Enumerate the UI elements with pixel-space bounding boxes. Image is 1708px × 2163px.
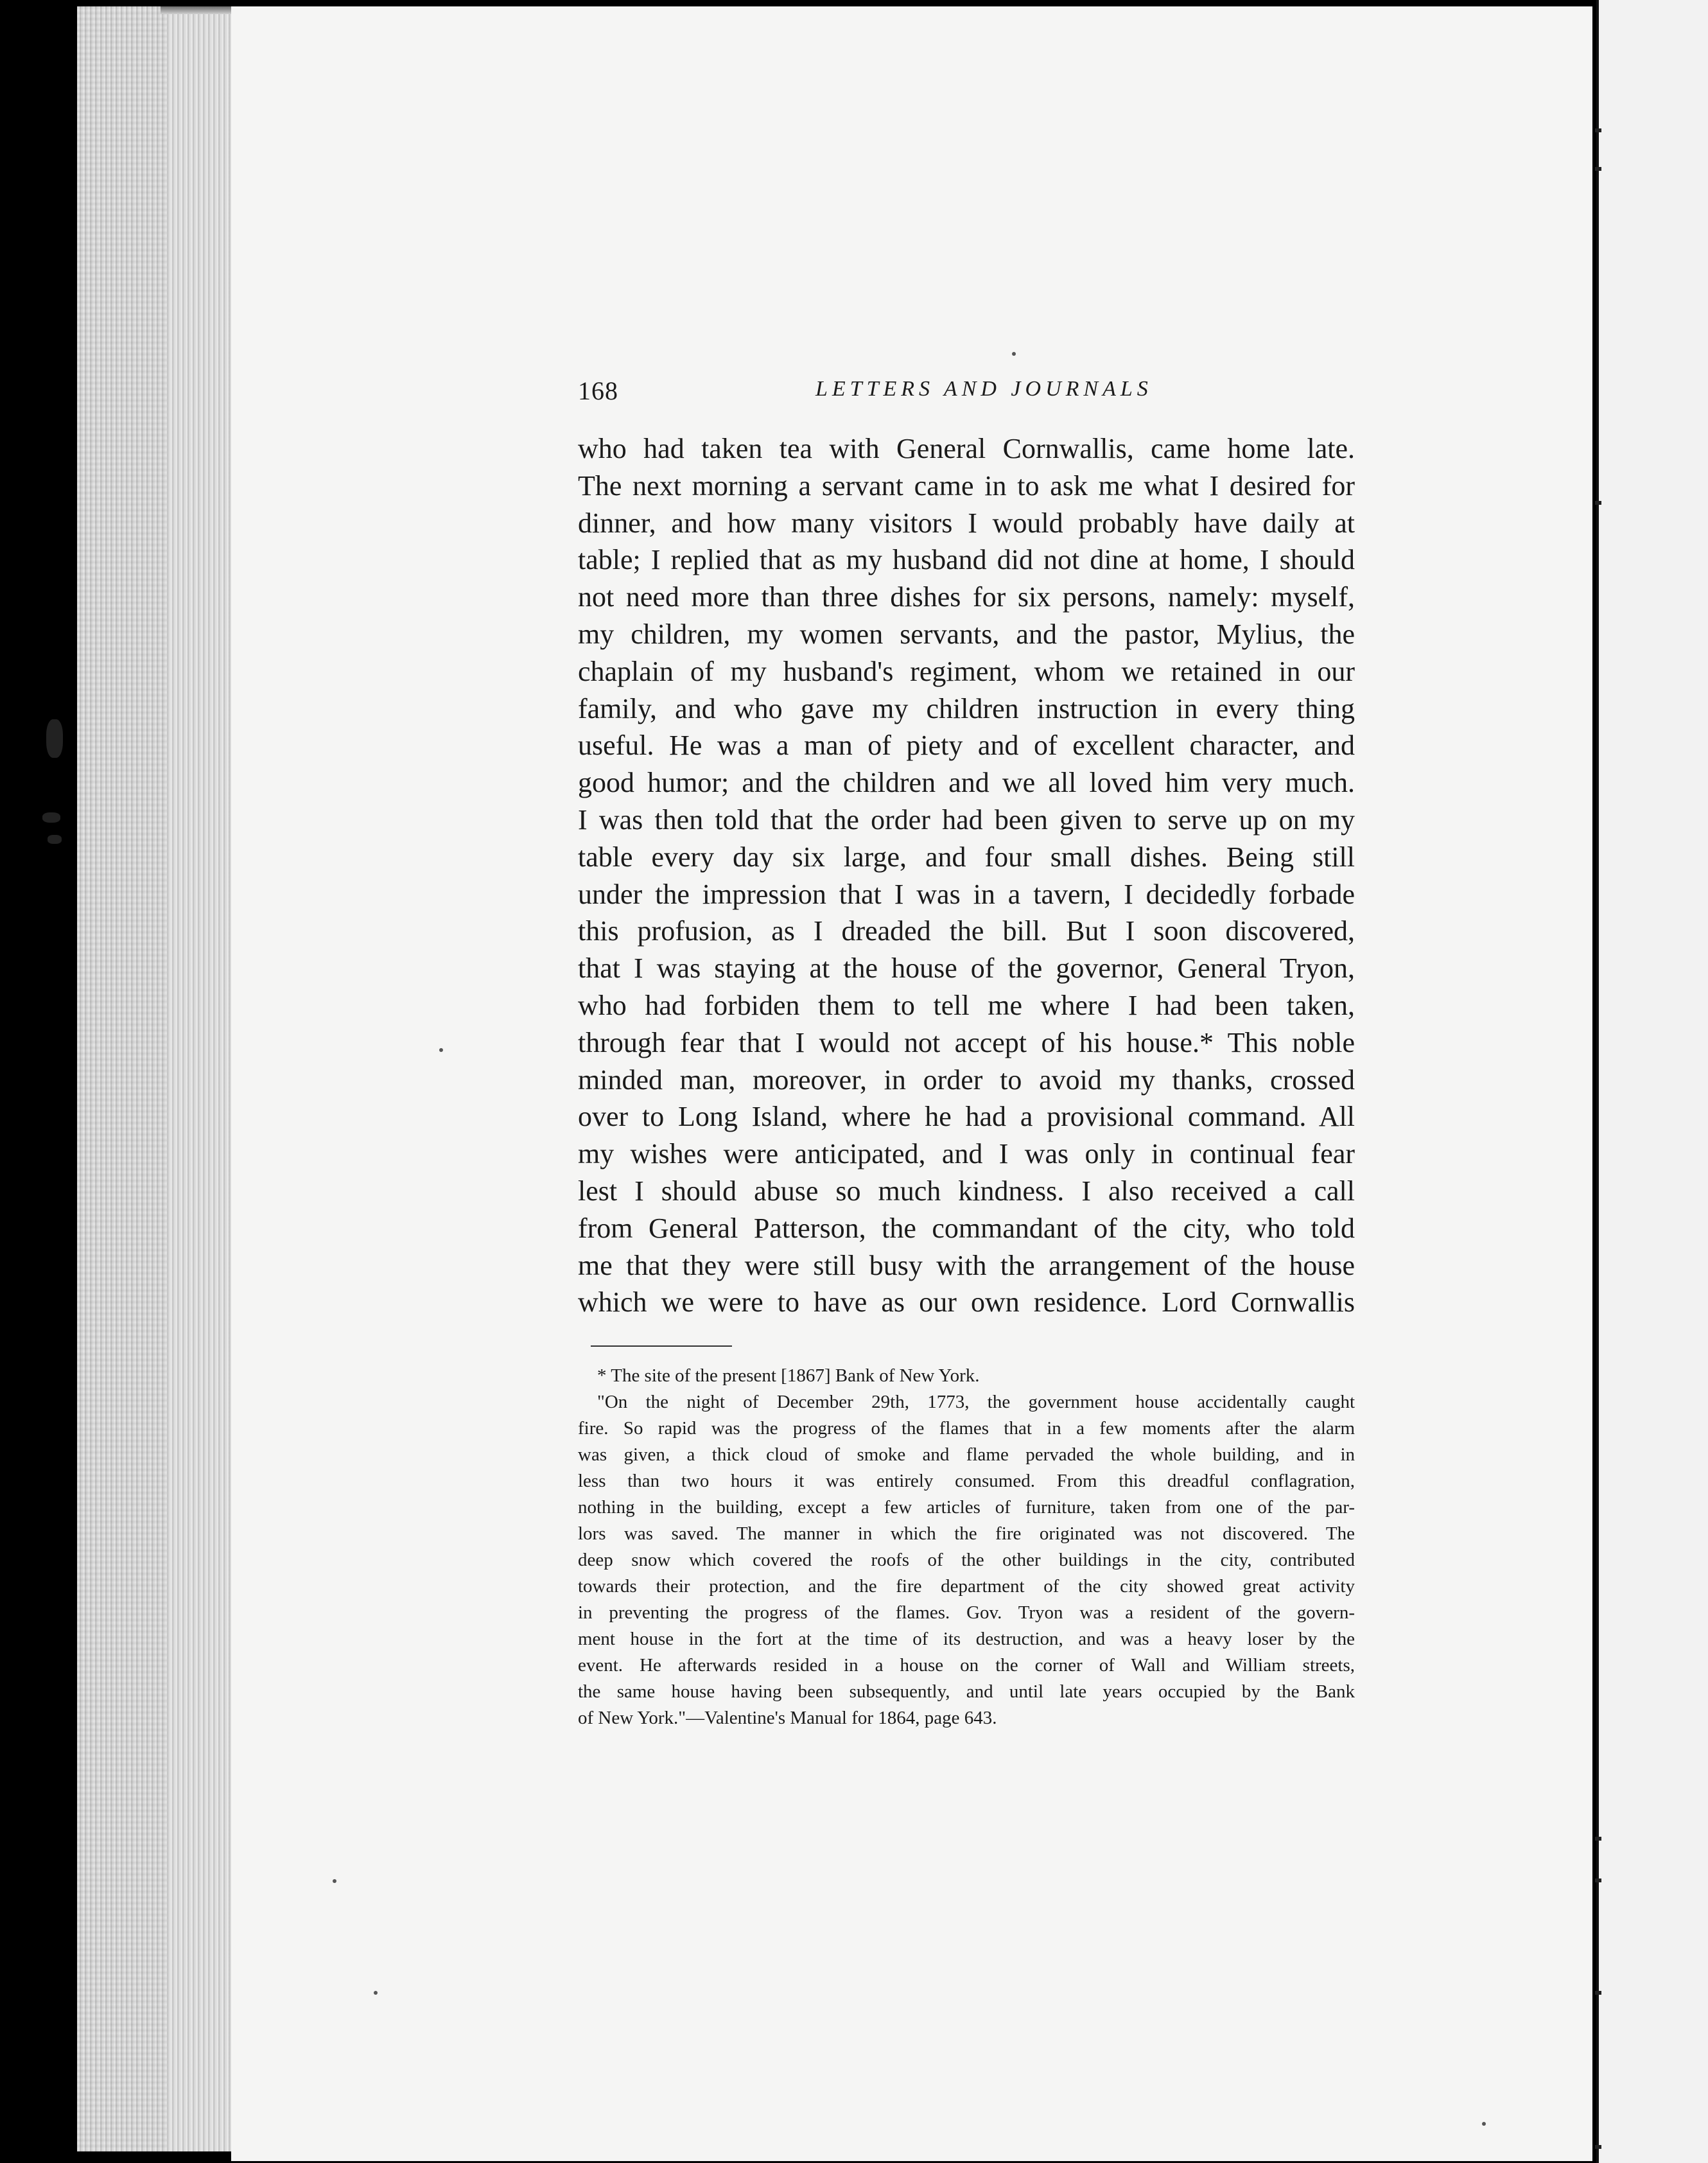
footnote-line: the same house having been subsequently, and until late years occupied by the Bank [578,1681,1355,1702]
page-edge-texture [77,6,167,2151]
body-line: from General Patterson, the commandant of the city, who told [578,1212,1355,1244]
footnote-line: in preventing the progress of the flames. Gov. Tryon was a resident of the govern- [578,1602,1355,1623]
running-head [578,376,1355,414]
body-line: family, and who gave my children instruction in every thing [578,692,1355,724]
footnote-rule [591,1345,732,1347]
body-line: that I was staying at the house of the governor, General Tryon, [578,952,1355,985]
facing-page-mark [1595,167,1601,171]
body-text [578,430,1355,1321]
margin-ink-mark [48,835,62,844]
footnote-line: was given, a thick cloud of smoke and flame pervaded the whole building, and in [578,1444,1355,1465]
facing-page-mark [1595,128,1601,132]
facing-page-mark [1595,1878,1601,1882]
facing-page-mark [1595,1991,1601,1995]
body-line: through fear that I would not accept of his house.* This noble [578,1026,1355,1058]
body-line: table every day six large, and four small dishes. Being still [578,841,1355,873]
footnote-line: ment house in the fort at the time of its destruction, and was a heavy loser by the [578,1629,1355,1649]
body-line: not need more than three dishes for six persons, namely: myself, [578,581,1355,613]
body-line: I was then told that the order had been given to serve up on my [578,803,1355,836]
body-line: minded man, moreover, in order to avoid my thanks, crossed [578,1064,1355,1096]
page-speck [374,1991,378,1995]
footnote-line: towards their protection, and the fire department of the city showed great activity [578,1576,1355,1597]
body-line: my children, my women servants, and the pastor, Mylius, the [578,618,1355,650]
body-line: useful. He was a man of piety and of excellent character, and [578,730,1355,762]
body-line: The next morning a servant came in to ask me what I desired for [578,469,1355,502]
running-title: LETTERS AND JOURNALS [815,377,1153,401]
body-line: dinner, and how many visitors I would probably have daily at [578,507,1355,539]
body-line: lest I should abuse so much kindness. I also received a call [578,1175,1355,1207]
margin-ink-mark [42,812,60,823]
page-speck [1012,352,1016,356]
footnote-line: fire. So rapid was the progress of the flames that in a few moments after the alarm [578,1418,1355,1439]
body-line: who had taken tea with General Cornwallis, came home late. [578,433,1355,464]
footnote-line: event. He afterwards resided in a house on the corner of Wall and William streets, [578,1655,1355,1676]
body-line: this profusion, as I dreaded the bill. But I soon discovered, [578,915,1355,947]
body-line: which we were to have as our own residence. Lord Cornwallis [578,1286,1355,1318]
page-speck [1482,2122,1486,2126]
body-line: over to Long Island, where he had a provisional command. All [578,1101,1355,1133]
footnote-line: "On the night of December 29th, 1773, the government house accidentally caught [597,1392,1355,1412]
facing-page-edge [1596,0,1708,2163]
body-line: good humor; and the children and we all loved him very much. [578,767,1355,799]
page-speck [333,1879,336,1883]
facing-page-mark [1595,2145,1601,2149]
footnote-line: lors was saved. The manner in which the fire originated was not discovered. The [578,1523,1355,1544]
page-speck [439,1048,443,1052]
page-number: 168 [578,376,618,405]
body-line: me that they were still busy with the arrangement of the house [578,1249,1355,1281]
body-line: who had forbiden them to tell me where I had been taken, [578,989,1355,1021]
facing-page-mark [1595,1837,1601,1841]
footnote-line: * The site of the present [1867] Bank of New York. [597,1365,980,1386]
footnotes [578,1363,1355,1731]
footnote-line: less than two hours it was entirely consumed. From this dreadful conflagration, [578,1471,1355,1491]
body-line: my wishes were anticipated, and I was only in continual fear [578,1138,1355,1170]
body-line: chaplain of my husband's regiment, whom we retained in our [578,655,1355,687]
body-line: under the impression that I was in a tavern, I decidedly forbade [578,878,1355,910]
margin-ink-blot [46,719,63,758]
footnote-line: of New York."—Valentine's Manual for 1864, page 643. [578,1708,997,1728]
footnote-line: nothing in the building, except a few articles of furniture, taken from one of the par- [578,1497,1355,1518]
body-line: table; I replied that as my husband did not dine at home, I should [578,544,1355,576]
footnote-line: deep snow which covered the roofs of the other buildings in the city, contributed [578,1550,1355,1570]
facing-page-mark [1595,501,1601,505]
